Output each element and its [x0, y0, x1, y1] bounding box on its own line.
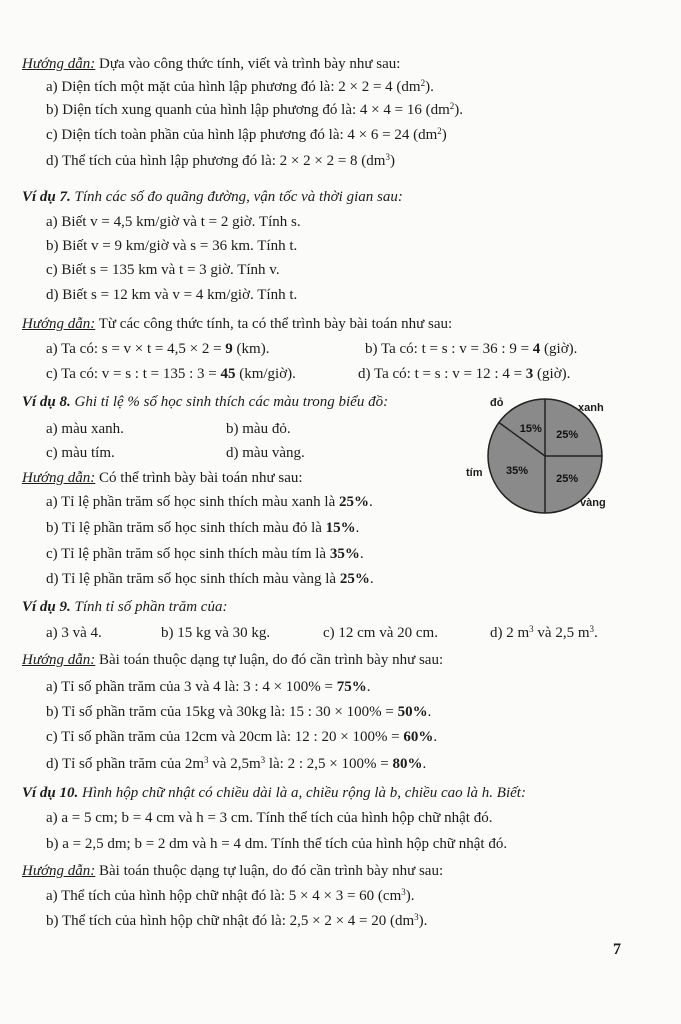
question-line: c) Biết s = 135 km và t = 3 giờ. Tính v. [46, 262, 280, 278]
legend-do: đỏ [490, 397, 504, 409]
guide-heading: Hướng dẫn: Có thể trình bày bài toán như sau: [22, 470, 303, 486]
option: c) màu tím. [46, 445, 115, 461]
question-line: b) a = 2,5 dm; b = 2 dm và h = 4 dm. Tính thể tích của hình hộp chữ nhật đó. [46, 836, 508, 852]
example-heading: Ví dụ 10. Hình hộp chữ nhật có chiều dài là a, chiều rộng là b, chiều cao là h. Biết: [22, 785, 526, 801]
question-line: a) Biết v = 4,5 km/giờ và t = 2 giờ. Tính s. [46, 214, 301, 230]
guide-heading: Hướng dẫn: Từ các công thức tính, ta có thể trình bày bài toán như sau: [22, 316, 453, 332]
option: c) 12 cm và 20 cm. [323, 625, 438, 641]
answer-line: a) Ta có: s = v × t = 4,5 × 2 = 9 (km). [46, 341, 270, 357]
answer-line: d) Tỉ số phần trăm của $2m^3$ và $2,5m^3$ là: 2 : 2,5 × 100% = 80%. [46, 755, 427, 772]
answer-line: b) Thể tích của hình hộp chữ nhật đó là: 2,5 × 2 × 4 = 20 $(dm^3)$. [46, 912, 428, 929]
answer-line: d) Tỉ lệ phần trăm số học sinh thích màu vàng là 25%. [46, 571, 374, 587]
question-line: a) a = 5 cm; b = 4 cm và h = 3 cm. Tính thể tích của hình hộp chữ nhật đó. [46, 810, 493, 826]
page-number: 7 [613, 941, 621, 958]
option: a) 3 và 4. [46, 625, 102, 641]
option: b) 15 kg và 30 kg. [161, 625, 271, 641]
question-line: d) Biết s = 12 km và v = 4 km/giờ. Tính t. [46, 287, 298, 303]
answer-line: a) Diện tích một mặt của hình lập phương đó là: 2 × 2 = 4 $(dm^2)$. [46, 78, 434, 95]
pie-label-đỏ: 15% [519, 423, 542, 436]
example-heading: Ví dụ 9. Tính tỉ số phần trăm của: [22, 599, 228, 615]
answer-line: c) Tỉ số phần trăm của 12cm và 20cm là: 12 : 20 × 100% = 60%. [46, 729, 438, 745]
answer-line: b) Tỉ lệ phần trăm số học sinh thích màu đỏ là 15%. [46, 520, 360, 536]
pie-label-tím: 35% [506, 465, 529, 478]
example-heading: Ví dụ 7. Tính các số đo quãng đường, vận tốc và thời gian sau: [22, 189, 403, 205]
answer-line: c) Ta có: v = s : t = 135 : 3 = 45 (km/giờ). [46, 366, 296, 382]
legend-tim: tím [466, 467, 483, 479]
option: a) màu xanh. [46, 421, 124, 437]
example-heading: Ví dụ 8. Ghi tỉ lệ % số học sinh thích các màu trong biểu đồ: [22, 394, 389, 410]
legend-vang: vàng [580, 497, 606, 509]
answer-line: d) Thể tích của hình lập phương đó là: 2 × 2 × 2 = 8 $(dm^3)$ [46, 152, 395, 169]
legend-xanh: xanh [578, 402, 604, 414]
option: b) màu đỏ. [226, 421, 291, 437]
pie-label-vàng: 25% [556, 473, 579, 486]
answer-line: b) Ta có: t = s : v = 36 : 9 = 4 (giờ). [365, 341, 578, 357]
answer-line: b) Tỉ số phần trăm của 15kg và 30kg là: 15 : 30 × 100% = 50%. [46, 704, 432, 720]
option: d) 2 $m^3$ và 2,5 $m^3$. [490, 624, 598, 641]
question-line: b) Biết v = 9 km/giờ và s = 36 km. Tính t. [46, 238, 298, 254]
answer-line: b) Diện tích xung quanh của hình lập phương đó là: 4 × 4 = 16 $(dm^2)$. [46, 101, 463, 118]
guide-heading: Hướng dẫn: Bài toán thuộc dạng tự luận, do đó cần trình bày như sau: [22, 652, 444, 668]
answer-line: d) Ta có: t = s : v = 12 : 4 = 3 (giờ). [358, 366, 571, 382]
option: d) màu vàng. [226, 445, 305, 461]
guide-heading: Hướng dẫn: Bài toán thuộc dạng tự luận, do đó cần trình bày như sau: [22, 863, 444, 879]
pie-label-xanh: 25% [556, 428, 579, 441]
answer-line: a) Thể tích của hình hộp chữ nhật đó là: 5 × 4 × 3 = 60 $(cm^3)$. [46, 887, 415, 904]
answer-line: a) Tỉ số phần trăm của 3 và 4 là: 3 : 4 × 100% = 75%. [46, 679, 371, 695]
answer-line: c) Diện tích toàn phần của hình lập phương đó là: 4 × 6 = 24 $(dm^2)$ [46, 126, 447, 143]
answer-line: c) Tỉ lệ phần trăm số học sinh thích màu tím là 35%. [46, 546, 364, 562]
answer-line: a) Tỉ lệ phần trăm số học sinh thích màu xanh là 25%. [46, 494, 373, 510]
guide-heading: Hướng dẫn: Dựa vào công thức tính, viết và trình bày như sau: [22, 56, 401, 72]
